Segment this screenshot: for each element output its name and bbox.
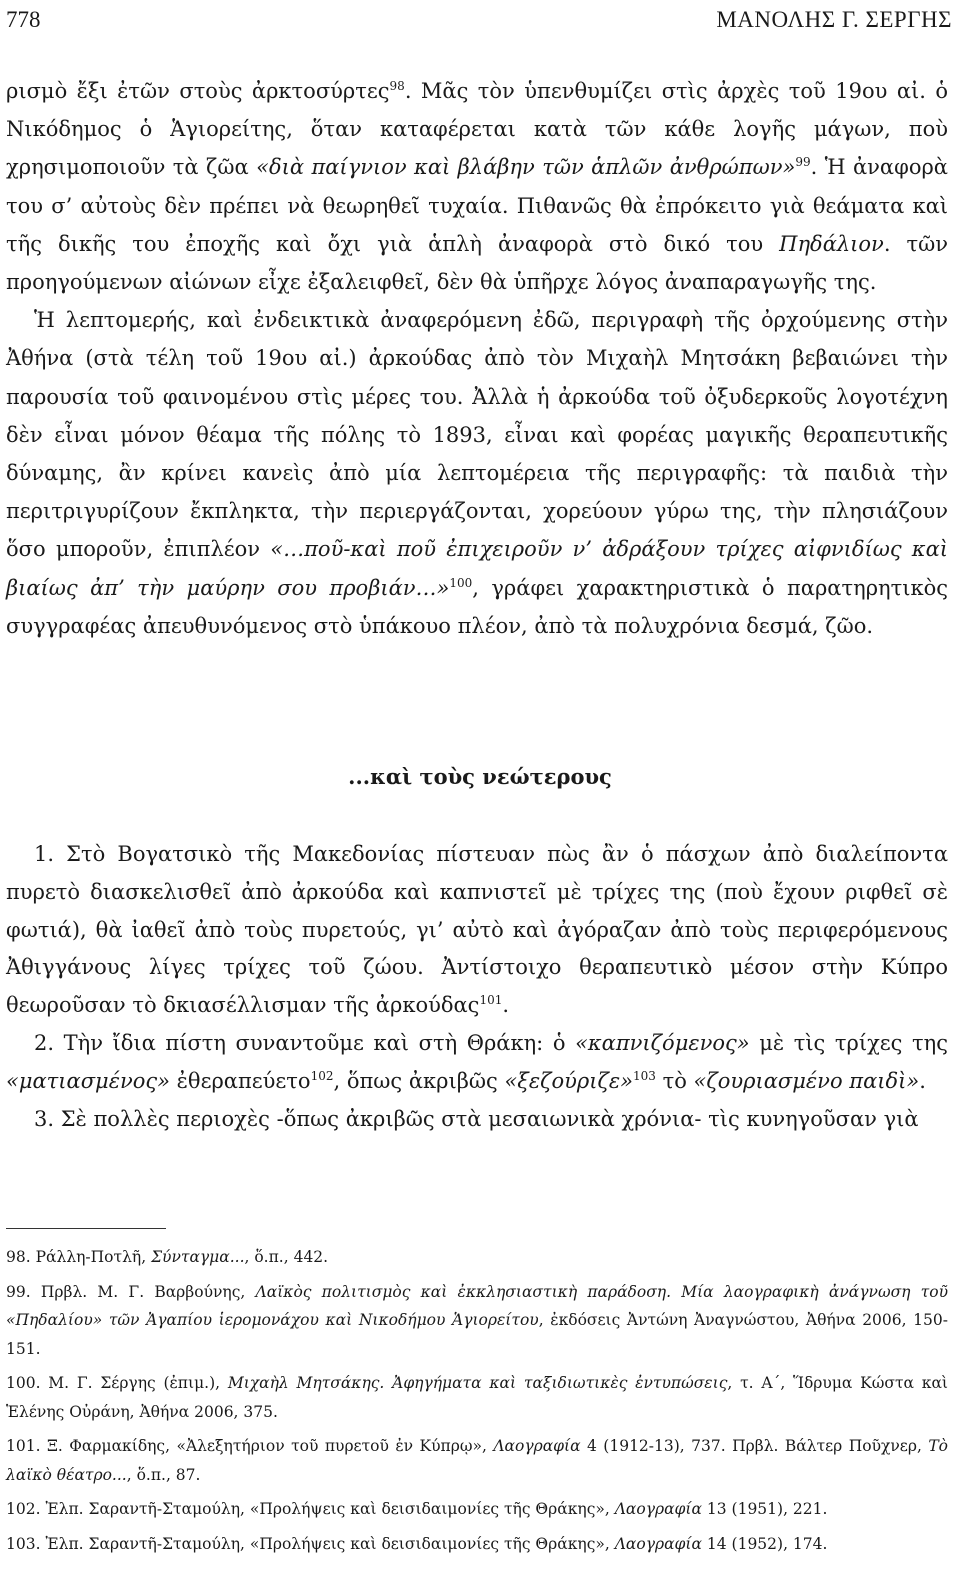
footnote-102: 102. Ἐλπ. Σαραντῆ-Σταμούλη, «Προλήψεις καὶ δεισιδαιμονίες τῆς Θράκης», Λαογραφία 13 (1951), 221. <box>6 1500 828 1518</box>
footnote-divider <box>6 1228 166 1229</box>
footnote-99: 99. Πρβλ. Μ. Γ. Βαρβούνης, Λαϊκὸς πολιτισμὸς καὶ ἐκκλησιαστικὴ παράδοση. Μία λαογραφικὴ ἀνάγνωση τοῦ «Πηδαλίου» τῶν Ἀγαπίου ἱερομονάχου καὶ Νικοδήμου Ἁγιορείτου, ἐκδόσεις Ἀντώνη Ἀναγνώστου, Ἀθήνα 2006, 150-151. <box>6 1282 948 1358</box>
page-number: 778 <box>6 7 41 32</box>
page-header <box>6 0 952 40</box>
section-title: ...καὶ τοὺς νεώτερους <box>348 764 612 789</box>
paragraph-1: ρισμὸ ἔξι ἐτῶν στοὺς ἀρκτοσύρτες$^{98}$. Μᾶς τὸν ὑπενθυμίζει στὶς ἀρχὲς τοῦ 19ου αἰ. ὁ Νικόδημος ὁ Ἁγιορείτης, ὅταν καταφέρεται κατὰ τῶν κάθε λογῆς μάγων, ποὺ χρησιμοποιοῦν τὰ ζῶα «διὰ παίγνιον καὶ βλάβην τῶν ἁπλῶν ἀνθρώπων»$^{99}$. Ἡ ἀναφορὰ του σ’ αὐτοὺς δὲν πρέπει νὰ θεωρηθεῖ τυχαία. Πιθανῶς θὰ ἐπρόκειτο γιὰ θεάματα καὶ τῆς δικῆς του ἐποχῆς καὶ ὄχι γιὰ ἁπλὴ ἀναφορὰ στὸ δικό του Πηδάλιον. τῶν προηγούμενων αἰώνων εἶχε ἐξαλειφθεῖ, δὲν θὰ ὑπῆρχε λόγος ἀναπαραγωγῆς της. <box>6 79 948 295</box>
main-text <box>6 72 948 645</box>
footnote-ref-102[interactable]: 102 <box>310 1068 334 1083</box>
footnote-103: 103. Ἐλπ. Σαραντῆ-Σταμούλη, «Προλήψεις καὶ δεισιδαιμονίες τῆς Θράκης», Λαογραφία 14 (1952), 174. <box>6 1534 828 1553</box>
footnote-ref-99[interactable]: 99 <box>795 155 811 170</box>
footnote-98: 98. Ράλλη-Ποτλῆ, Σύνταγμα..., ὅ.π., 442. <box>6 1248 329 1266</box>
paragraph-numbered-2: 2. Τὴν ἴδια πίστη συναντοῦμε καὶ στὴ Θράκη: ὁ «καπνιζόμενος» μὲ τὶς τρίχες της «ματιασμένος» ἐθεραπεύετο$^{102}$, ὅπως ἀκριβῶς «ξεζούριζε»$^{103}$ τὸ «ζουριασμένο παιδὶ». <box>6 1030 948 1093</box>
quote-italic: «διὰ παίγνιον καὶ βλάβην τῶν ἁπλῶν ἀνθρώπων» <box>256 155 796 180</box>
footnote-ref-103[interactable]: 103 <box>633 1068 656 1083</box>
footnote-ref-100[interactable]: 100 <box>449 575 473 590</box>
title-italic: Πηδάλιον <box>779 231 884 256</box>
main-text-section <box>6 836 948 1138</box>
paragraph-numbered-3: 3. Σὲ πολλὲς περιοχὲς -ὅπως ἀκριβῶς στὰ μεσαιωνικὰ χρόνια- τὶς κυνηγοῦσαν γιὰ <box>34 1106 919 1131</box>
footnotes <box>6 1243 948 1564</box>
running-head: ΜΑΝΟΛΗΣ Γ. ΣΕΡΓΗΣ <box>716 7 952 32</box>
footnote-101: 101. Ξ. Φαρμακίδης, «Ἀλεξητήριον τοῦ πυρετοῦ ἐν Κύπρῳ», Λαογραφία 4 (1912-13), 737. Πρβλ. Βάλτερ Ποῦχνερ, Τὸ λαϊκὸ θέατρο..., ὅ.π., 87. <box>6 1437 948 1484</box>
paragraph-2: Ἡ λεπτομερής, καὶ ἐνδεικτικὰ ἀναφερόμενη ἐδῶ, περιγραφὴ τῆς ὀρχούμενης στὴν Ἀθήνα (στὰ τέλη τοῦ 19ου αἰ.) ἀρκούδας ἀπὸ τὸν Μιχαὴλ Μητσάκη βεβαιώνει τὴν παρουσία τοῦ φαινομένου στὶς μέρες του. Ἀλλὰ ἡ ἀρκούδα τοῦ ὀξυδερκοῦς λογοτέχνη δὲν εἶναι μόνον θέαμα τῆς πόλης τὸ 1893, εἶναι καὶ φορέας μαγικῆς θεραπευτικῆς δύναμης, ἂν κρίνει κανεὶς ἀπὸ μία λεπτομέρεια τῆς περιγραφῆς: τὰ παιδιὰ τὴν περιτριγυρίζουν ἔκπληκτα, τὴν περιεργάζονται, χορεύουν γύρω της, τὴν πλησιάζουν ὅσο μποροῦν, ἐπιπλέον «…ποῦ-καὶ ποῦ ἐπιχειροῦν ν’ ἀδράξουν τρίχες αἰφνιδίως καὶ βιαίως ἀπ’ τὴν μαύρην σου προβιάν…»$^{100}$, γράφει χαρακτηριστικὰ ὁ παρατηρητικὸς συγγραφέας ἀπευθυνόμενος στὸ ὑπάκουο πλέον, ἀπὸ τὰ πολυχρόνια δεσμά, ζῶο. <box>6 308 949 638</box>
quote-italic: «…ποῦ-καὶ ποῦ ἐπιχειροῦν ν’ ἀδράξουν τρίχες αἰφνιδίως καὶ βιαίως ἀπ’ τὴν μαύρην σου προβιάν…» <box>6 537 948 600</box>
footnote-ref-98[interactable]: 98 <box>389 79 405 93</box>
paragraph-numbered-1: 1. Στὸ Βογατσικὸ τῆς Μακεδονίας πίστευαν πὼς ἂν ὁ πάσχων ἀπὸ διαλείποντα πυρετὸ διασκελισθεῖ ἀπὸ ἀρκούδα καὶ καπνιστεῖ μὲ τρίχες της (ποὺ ἔχουν ριφθεῖ σὲ φωτιά), θὰ ἰαθεῖ ἀπὸ τοὺς πυρετούς, γι’ αὐτὸ καὶ ἀγόραζαν ἀπὸ τοὺς περιφερόμενους Ἀθιγγάνους λίγες τρίχες τοῦ ζώου. Ἀντίστοιχο θεραπευτικὸ μέσον στὴν Κύπρο θεωροῦσαν τὸ δκιασέλλισμαν τῆς ἀρκούδας$^{101}$. <box>6 842 948 1018</box>
footnote-ref-101[interactable]: 101 <box>479 993 503 1008</box>
footnote-100: 100. Μ. Γ. Σέργης (ἐπιμ.), Μιχαὴλ Μητσάκης. Ἀφηγήματα καὶ ταξιδιωτικὲς ἐντυπώσεις, τ. Α΄, Ἵδρυμα Κώστα καὶ Ἑλένης Οὐράνη, Ἀθήνα 2006, 375. <box>6 1374 948 1421</box>
